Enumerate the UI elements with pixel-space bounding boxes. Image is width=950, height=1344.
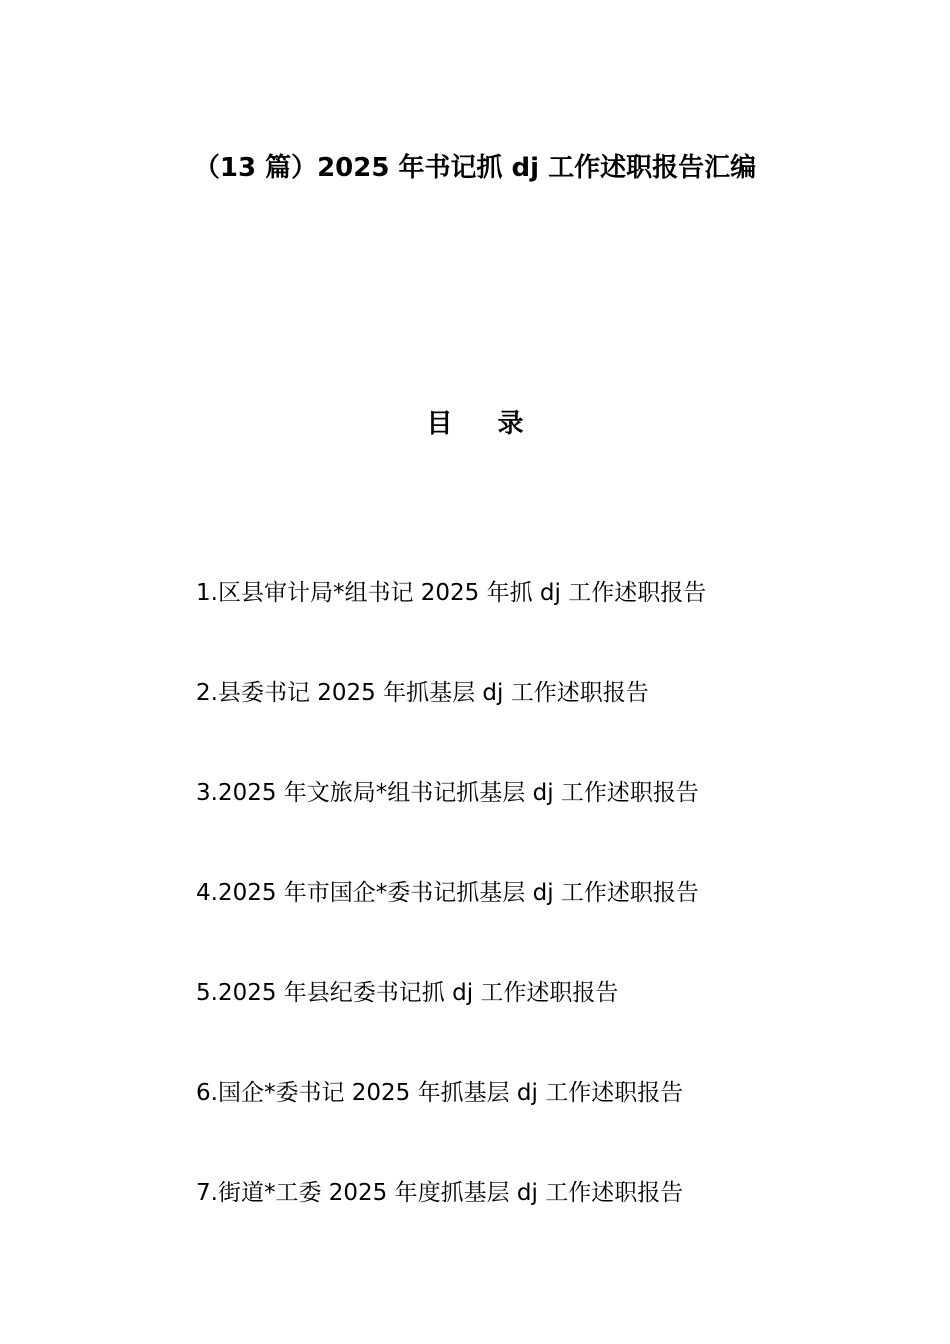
toc-item: 1.区县审计局*组书记 2025 年抓 dj 工作述职报告 (196, 580, 707, 606)
toc-heading: 目 录 (426, 409, 542, 439)
document-title: （13 篇）2025 年书记抓 dj 工作述职报告汇编 (193, 153, 757, 183)
toc-item: 5.2025 年县纪委书记抓 dj 工作述职报告 (196, 980, 619, 1006)
toc-item: 6.国企*委书记 2025 年抓基层 dj 工作述职报告 (196, 1080, 684, 1106)
toc-item: 3.2025 年文旅局*组书记抓基层 dj 工作述职报告 (196, 780, 699, 806)
toc-list (196, 573, 916, 1273)
toc-item: 2.县委书记 2025 年抓基层 dj 工作述职报告 (196, 680, 649, 706)
toc-item: 4.2025 年市国企*委书记抓基层 dj 工作述职报告 (196, 880, 699, 906)
toc-item: 7.街道*工委 2025 年度抓基层 dj 工作述职报告 (196, 1180, 684, 1206)
